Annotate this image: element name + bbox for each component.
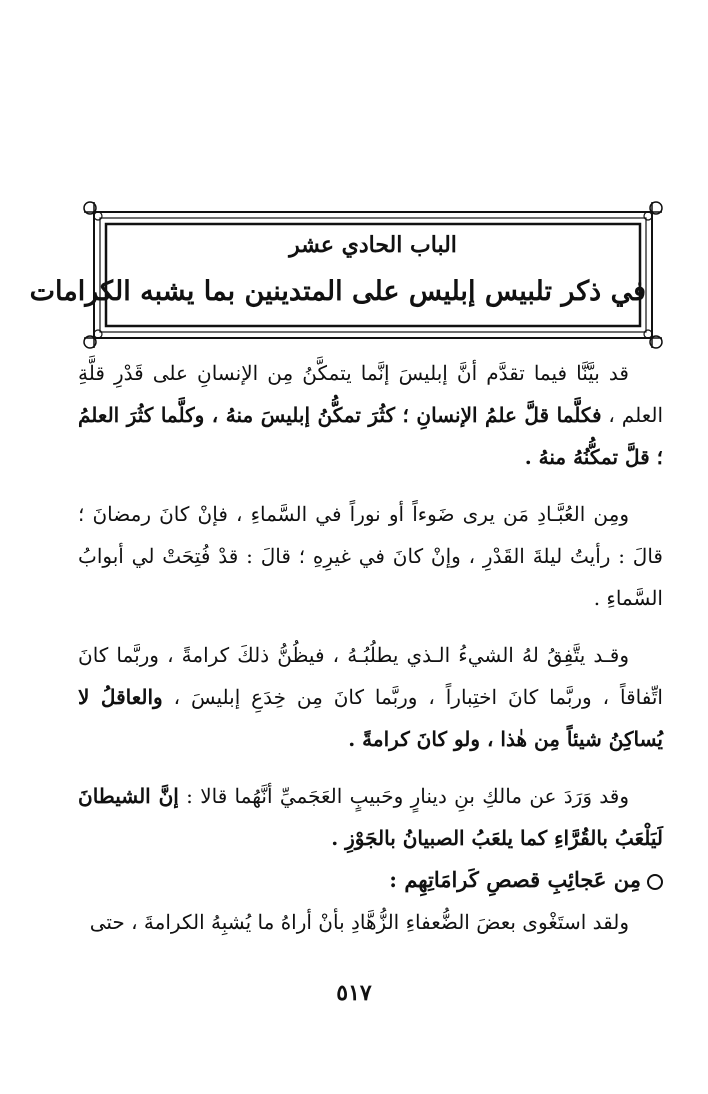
paragraph-emphasis: فكلَّما قلَّ علمُ الإنسانِ ؛ كثُرَ تمكُّنُ إبليسَ منهُ ، وكلَّما كثُرَ العلمُ ؛ قلَّ تمكُّنُهُ منهُ . <box>78 403 663 469</box>
circle-bullet-icon <box>647 874 663 890</box>
page-number: ٥١٧ <box>336 980 372 1006</box>
paragraph: ومِن العُبَّـادِ مَن يرى ضَوءاً أو نوراً في السَّماءِ ، فإنْ كانَ رمضانَ ؛ قالَ : رأيتُ ليلةَ القَدْرِ ، وإنْ كانَ في غيرِهِ ؛ قالَ : قدْ فُتِحَتْ لي أبوابُ السَّماءِ . <box>78 502 663 610</box>
body-text <box>78 352 663 943</box>
paragraph-text: وقد وَرَدَ عن مالكِ بنِ دينارٍ وحَبيبٍ العَجَميِّ أنَّهُما قالا : <box>178 784 630 808</box>
paragraph: ولقد استَغْوى بعضَ الضُّعفاءِ الزُّهَّادِ بأنْ أراهُ ما يُشبِهُ الكرامةَ ، حتى <box>89 910 629 934</box>
paragraph <box>78 352 663 478</box>
paragraph-text: وقـد يتَّفِقُ لهُ الشيءُ الـذي يطلُبُـهُ ، فيظُنُّ ذلكَ كرامةً ، وربَّما كانَ اتِّفاقاً ، وربَّما كانَ اختِباراً ، وربَّما كانَ مِن خِدَعِ إبليسَ ، <box>78 643 663 709</box>
chapter-title-frame <box>29 200 666 350</box>
chapter-title: في ذكر تلبيس إبليس على المتدينين بما يشبه الكرامات <box>29 276 646 307</box>
section-heading <box>78 859 663 901</box>
paragraph <box>78 634 663 760</box>
paragraph-emphasis: والعاقلُ لا يُساكِنُ شيئاً مِن هٰذا ، ولو كانَ كرامةً . <box>78 685 663 751</box>
paragraph-text: قد بيَّنَّا فيما تقدَّم أنَّ إبليسَ إنَّما يتمكَّنُ مِن الإنسانِ على قَدْرِ قلَّةِ العلم ، <box>78 361 664 427</box>
paragraph-emphasis: إنَّ الشيطانَ لَيَلْعَبُ بالقُرَّاءِ كما يلعَبُ الصبيانُ بالجَوْزِ . <box>78 784 663 850</box>
section-heading-text: مِن عَجائِبِ قصصِ كَرامَاتِهِم : <box>389 867 641 892</box>
paragraph <box>78 775 663 859</box>
chapter-number: الباب الحادي عشر <box>289 232 457 258</box>
ornamental-border <box>29 200 666 350</box>
